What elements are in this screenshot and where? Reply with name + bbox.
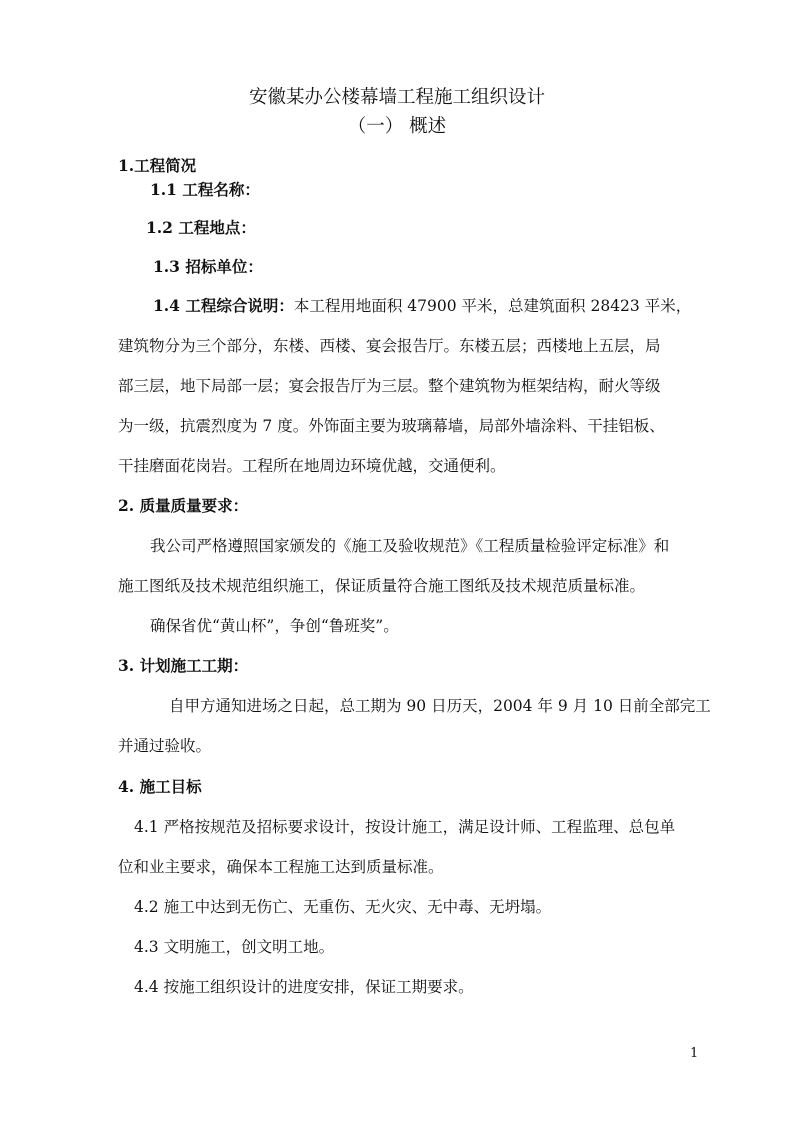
paragraph-line: 为一级，抗震烈度为 7 度。外饰面主要为玻璃幕墙，局部外墙涂料、干挂铝板、: [118, 417, 665, 435]
paragraph-line: 建筑物分为三个部分，东楼、西楼、宴会报告厅。东楼五层；西楼地上五层，局: [118, 337, 661, 355]
list-item: 4.3 文明施工，创文明工地。: [134, 938, 335, 956]
heading-construction-goals: 4. 施工目标: [118, 777, 202, 796]
list-item: 4.2 施工中达到无伤亡、无重伤、无火灾、无中毒、无坍塌。: [134, 898, 552, 916]
paragraph-line: 并通过验收。: [118, 737, 212, 755]
heading-project-overview: 1.工程简况: [118, 156, 197, 175]
heading-quality-requirements: 2. 质量质量要求：: [118, 496, 249, 515]
list-item: 4.4 按施工组织设计的进度安排，保证工期要求。: [134, 978, 474, 996]
item-general-description-text: 本工程用地面积 47900 平米，总建筑面积 28423 平米，: [293, 297, 692, 315]
heading-planned-schedule: 3. 计划施工工期：: [118, 656, 249, 675]
item-general-description-label: 1.4 工程综合说明：: [153, 296, 294, 315]
section-title-overview: （一） 概述: [347, 116, 447, 137]
paragraph-line: 部三层，地下局部一层；宴会报告厅为三层。整个建筑物为框架结构，耐火等级: [118, 377, 661, 395]
paragraph-line: 干挂磨面花岗岩。工程所在地周边环境优越，交通便利。: [118, 457, 506, 475]
page-number: 1: [690, 1046, 699, 1061]
document-title: 安徽某办公楼幕墙工程施工组织设计: [248, 87, 545, 108]
item-project-location: 1.2 工程地点：: [146, 218, 256, 237]
paragraph-line: 施工图纸及技术规范组织施工，保证质量符合施工图纸及技术规范质量标准。: [118, 577, 646, 595]
paragraph-line: 确保省优“黄山杯”，争创“鲁班奖”。: [150, 617, 399, 635]
paragraph-line: 我公司严格遵照国家颁发的《施工及验收规范》《工程质量检验评定标准》和: [150, 537, 670, 555]
item-project-name: 1.1 工程名称：: [150, 180, 260, 199]
item-bidding-unit: 1.3 招标单位：: [153, 257, 263, 276]
paragraph-line: 自甲方通知进场之日起，总工期为 90 日历天，2004 年 9 月 10 日前全部完工: [169, 697, 711, 715]
item-general-description: [153, 296, 691, 316]
list-item: 4.1 严格按规范及招标要求设计，按设计施工，满足设计师、工程监理、总包单: [134, 818, 676, 836]
paragraph-line: 位和业主要求，确保本工程施工达到质量标准。: [118, 858, 444, 876]
